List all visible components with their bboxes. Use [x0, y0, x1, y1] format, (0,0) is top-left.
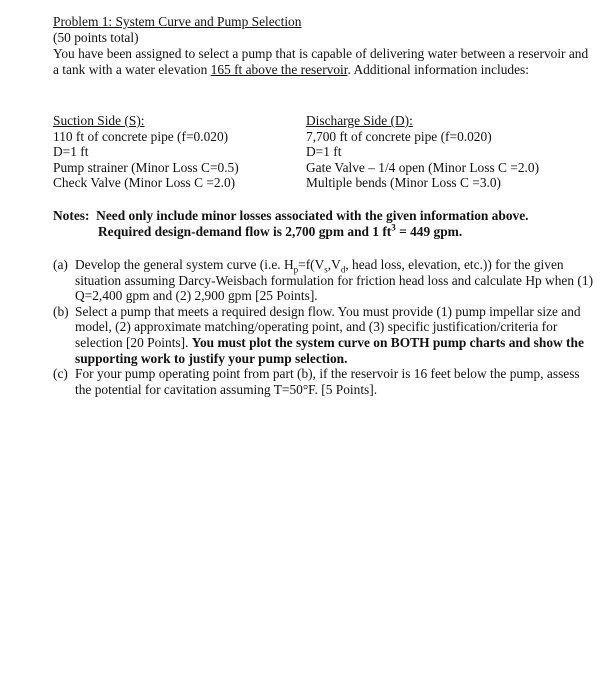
question-a-sub-s: s: [324, 264, 328, 275]
question-a-sub-p: p: [293, 264, 299, 275]
notes-minor-losses: Need only include minor losses associated with the given information above.: [96, 208, 529, 223]
question-a-label: (a): [53, 257, 68, 272]
question-a-sub-d: d: [340, 264, 346, 275]
notes-flow-a: Required design-demand flow is 2,700 gpm and 1 ft: [98, 223, 392, 239]
suction-check-valve: Check Valve (Minor Loss C =2.0): [53, 175, 236, 191]
suction-side: [53, 113, 239, 191]
discharge-bends: Multiple bends (Minor Loss C =3.0): [306, 175, 502, 191]
question-a-text-2: =f(V: [298, 257, 325, 272]
question-list: [53, 257, 598, 397]
problem-intro: [53, 46, 593, 77]
suction-strainer: Pump strainer (Minor Loss C=0.5): [53, 159, 239, 175]
discharge-diameter: D=1 ft: [306, 144, 342, 160]
tank-elevation: 165 ft above the reservoir: [210, 61, 348, 77]
discharge-pipe: 7,700 ft of concrete pipe (f=0.020): [306, 128, 492, 144]
question-c: [53, 366, 598, 397]
suction-diameter: D=1 ft: [53, 144, 89, 160]
question-a-text-3: ,V: [327, 257, 341, 272]
question-c-label: (c): [53, 366, 68, 382]
notes: [53, 208, 529, 239]
question-b-text: Select a pump that meets a required design flow. You must provide (1) pump impellar size and model, (2) approximate matching/operating point, and (3) specific justification/criteria for selection [20 Points].: [75, 303, 581, 350]
notes-line-1: [53, 208, 529, 224]
question-a: [53, 257, 598, 304]
discharge-gate-valve: Gate Valve – 1/4 open (Minor Loss C =2.0): [306, 159, 540, 175]
intro-text: You have been assigned to select a pump that is capable of delivering water between a reservoir and a tank with a water elevation: [53, 46, 589, 77]
notes-flow-sup: 3: [391, 222, 396, 233]
discharge-side: [306, 113, 539, 191]
suction-pipe: 110 ft of concrete pipe (f=0.020): [53, 128, 229, 144]
notes-flow-b: = 449 gpm.: [395, 223, 463, 239]
notes-line-2: [53, 224, 529, 240]
notes-label: Notes:: [53, 208, 90, 223]
question-a-text-4: , head loss, elevation, etc.)) for the given situation assuming Darcy-Weisbach formulation for friction head loss and calculate Hp when (1) Q=2,400 gpm and (2) 2,900 gpm [25 Points].: [75, 257, 594, 304]
question-a-text-1: Develop the general system curve (i.e. H: [75, 257, 294, 272]
discharge-header: Discharge Side (D):: [306, 113, 413, 128]
problem-title: Problem 1: System Curve and Pump Selection: [53, 14, 302, 29]
intro-text-end: . Additional information includes:: [347, 61, 529, 77]
question-b-bold-text: You must plot the system curve on BOTH pump charts and show the supporting work to justify your pump selection.: [75, 334, 584, 366]
question-b-label: (b): [53, 303, 69, 319]
question-b: [53, 304, 598, 366]
points-total: (50 points total): [53, 30, 139, 45]
suction-header: Suction Side (S):: [53, 113, 145, 128]
question-c-text: For your pump operating point from part (b), if the reservoir is 16 feet below the pump, assess the potential for cavitation assuming T=50°F. [5 Points].: [75, 366, 580, 397]
